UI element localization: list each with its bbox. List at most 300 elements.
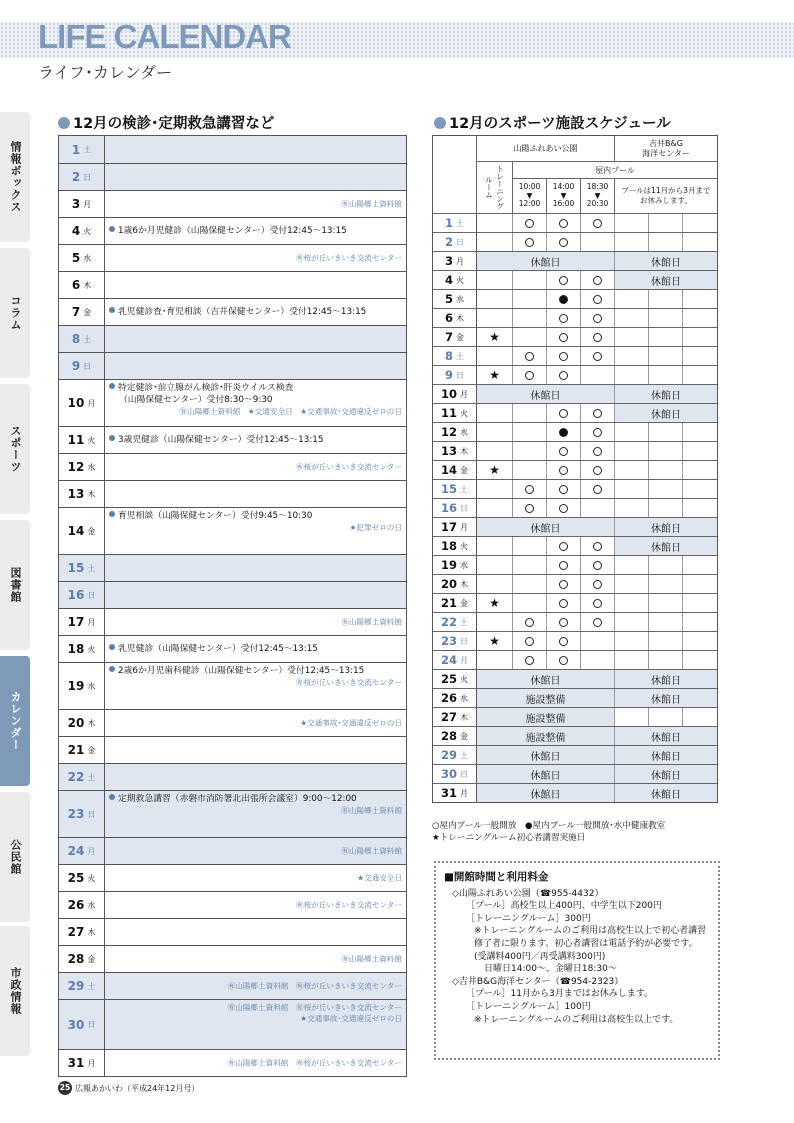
schedule-cell <box>547 290 581 308</box>
day-cell <box>59 353 105 379</box>
checkup-day-row <box>59 864 406 891</box>
open-circle-icon <box>525 618 534 627</box>
schedule-cell <box>513 537 547 555</box>
schedule-cell <box>615 366 649 384</box>
schedule-cell <box>581 613 615 631</box>
schedule-cell <box>649 423 683 441</box>
day-number: 24 <box>440 653 457 667</box>
day-cell <box>59 555 105 581</box>
closed-cell: 休館日 <box>615 689 717 707</box>
closed-cell: 休館日 <box>477 784 615 802</box>
day-cell <box>433 252 477 270</box>
weekday: 月 <box>456 256 464 266</box>
weekday: 土 <box>83 145 92 154</box>
day-events <box>105 737 406 763</box>
checkup-day-row <box>59 352 406 379</box>
schedule-cell <box>615 594 649 612</box>
day-number: 8 <box>444 349 453 363</box>
day-cell <box>433 214 477 232</box>
day-cell <box>433 727 477 745</box>
day-number: 27 <box>440 710 457 724</box>
checkup-day-row <box>59 891 406 918</box>
open-circle-icon <box>593 333 602 342</box>
day-cell <box>59 191 105 217</box>
weekday: 月 <box>87 617 96 627</box>
weekday: 月 <box>460 655 468 665</box>
day-cell <box>59 919 105 945</box>
schedule-cell <box>547 480 581 498</box>
checkup-event <box>109 225 402 237</box>
schedule-cell <box>615 651 649 669</box>
schedule-cell <box>547 233 581 251</box>
day-number: 6 <box>71 278 81 292</box>
day-cell <box>433 271 477 289</box>
day-number: 12 <box>67 460 85 474</box>
day-number: 21 <box>440 596 457 610</box>
weekday: 金 <box>87 954 96 964</box>
day-number: 2 <box>71 170 81 184</box>
open-circle-icon <box>525 238 534 247</box>
checkup-day-row <box>59 453 406 480</box>
legend-line-1: ○屋内プール一般開放 ●屋内プール一般開放･水中健康教室 <box>432 821 666 831</box>
facility-day-row <box>433 498 717 517</box>
schedule-cell <box>683 442 717 460</box>
checkup-day-row <box>59 837 406 864</box>
day-note: ㊒山陽郷土資料館 <box>341 617 402 627</box>
open-circle-icon <box>593 466 602 475</box>
closed-cell: 休館日 <box>615 404 717 422</box>
schedule-cell <box>547 347 581 365</box>
weekday: 水 <box>87 462 96 472</box>
day-events <box>105 791 406 837</box>
weekday: 日 <box>87 1020 96 1029</box>
day-number: 23 <box>440 634 457 648</box>
weekday: 金 <box>87 526 96 536</box>
schedule-cell <box>547 366 581 384</box>
day-number: 23 <box>67 807 85 821</box>
open-circle-icon <box>559 618 568 627</box>
side-tab-3[interactable] <box>0 384 30 514</box>
side-tab-4[interactable] <box>0 520 30 650</box>
closed-cell: 休館日 <box>615 271 717 289</box>
open-circle-icon <box>559 409 568 418</box>
open-circle-icon <box>593 561 602 570</box>
day-events <box>105 892 406 918</box>
weekday: 金 <box>87 745 96 755</box>
schedule-cell <box>615 499 649 517</box>
weekday: 火 <box>460 674 468 684</box>
day-note: ★犯罪ゼロの日 <box>349 523 402 532</box>
schedule-cell <box>581 328 615 346</box>
weekday: 火 <box>87 644 96 654</box>
info-line: ◇山陽ふれあい公園（☎955-4432） <box>452 888 604 899</box>
page-footer <box>58 1081 199 1095</box>
schedule-cell <box>513 366 547 384</box>
facility-day-row <box>433 270 717 289</box>
day-cell <box>59 481 105 507</box>
weekday: 土 <box>460 484 468 494</box>
day-events <box>105 299 406 325</box>
closed-cell: 施設整備 <box>477 708 615 726</box>
checkup-day-row <box>59 945 406 972</box>
checkup-calendar-table <box>58 135 407 1077</box>
side-tab-label: 公民館 <box>9 839 22 875</box>
schedule-cell <box>477 556 513 574</box>
schedule-cell <box>581 480 615 498</box>
schedule-cell <box>615 347 649 365</box>
weekday: 木 <box>456 313 464 323</box>
day-number: 10 <box>67 396 85 410</box>
schedule-cell <box>649 594 683 612</box>
schedule-cell <box>513 271 547 289</box>
weekday: 火 <box>83 226 92 236</box>
facility-day-row <box>433 327 717 346</box>
day-number: 29 <box>440 748 457 762</box>
checkup-day-row <box>59 790 406 837</box>
open-circle-icon <box>559 561 568 570</box>
weekday: 金 <box>83 307 92 317</box>
sports-facility-table <box>432 135 718 803</box>
day-note: ㊒山陽郷土資料館 ㊒桜が丘いきいき交流センター <box>227 981 402 991</box>
schedule-cell <box>581 442 615 460</box>
schedule-cell <box>581 499 615 517</box>
schedule-cell <box>683 708 717 726</box>
day-cell <box>433 499 477 517</box>
checkup-day-row <box>59 325 406 352</box>
schedule-cell <box>649 309 683 327</box>
open-circle-icon <box>593 295 602 304</box>
header-blank-cell <box>433 136 477 213</box>
day-events <box>105 865 406 891</box>
weekday: 水 <box>460 560 468 570</box>
day-events <box>105 555 406 581</box>
day-number: 4 <box>444 273 453 287</box>
weekday: 月 <box>460 389 468 399</box>
schedule-cell <box>683 594 717 612</box>
day-note: ★交通安全日 <box>357 873 402 883</box>
header-pool-note: プールは11月から3月までお休みします。 <box>621 186 711 205</box>
day-cell <box>433 651 477 669</box>
facility-table-header <box>433 136 717 213</box>
weekday: 木 <box>87 489 96 499</box>
weekday: 月 <box>83 199 92 209</box>
schedule-cell <box>547 309 581 327</box>
schedule-cell <box>615 442 649 460</box>
closed-cell: 休館日 <box>615 518 717 536</box>
open-circle-icon <box>593 618 602 627</box>
day-note: ㊒桜が丘いきいき交流センター <box>295 678 402 687</box>
schedule-cell <box>513 613 547 631</box>
day-cell <box>59 1050 105 1076</box>
facility-day-row <box>433 365 717 384</box>
side-tab-1[interactable] <box>0 112 30 242</box>
closed-cell: 休館日 <box>615 670 717 688</box>
weekday: 日 <box>456 370 464 380</box>
day-events <box>105 919 406 945</box>
schedule-cell <box>513 594 547 612</box>
day-number: 5 <box>444 292 453 306</box>
schedule-cell <box>615 328 649 346</box>
publication-name: 広報あかいわ（平成24年12月号） <box>75 1083 200 1093</box>
schedule-cell <box>581 556 615 574</box>
side-tab-2[interactable] <box>0 248 30 378</box>
facility-day-row <box>433 422 717 441</box>
schedule-cell <box>581 366 615 384</box>
day-number: 13 <box>67 487 85 501</box>
schedule-cell <box>477 290 513 308</box>
header-training: トレーニングルーム <box>477 162 513 213</box>
day-events <box>105 1050 406 1076</box>
schedule-cell <box>513 651 547 669</box>
day-note: ㊒山陽郷土資料館 <box>341 954 402 964</box>
open-circle-icon <box>593 428 602 437</box>
day-note: ㊒山陽郷土資料館 <box>341 199 402 209</box>
star-icon: ★ <box>489 368 500 382</box>
day-number: 30 <box>67 1017 85 1032</box>
day-cell <box>433 290 477 308</box>
checkup-event <box>109 382 402 394</box>
day-events <box>105 245 406 271</box>
checkup-day-row <box>59 163 406 190</box>
schedule-cell <box>547 594 581 612</box>
day-cell <box>59 272 105 298</box>
day-events <box>105 481 406 507</box>
checkup-event <box>109 306 402 318</box>
info-line: 日曜日14:00～、金曜日18:30～ <box>484 964 617 975</box>
weekday: 土 <box>87 981 96 991</box>
day-cell <box>433 404 477 422</box>
day-number: 5 <box>71 251 81 265</box>
facility-day-row <box>433 688 717 707</box>
schedule-cell <box>581 404 615 422</box>
facility-day-row <box>433 669 717 688</box>
open-circle-icon <box>593 542 602 551</box>
closed-cell: 施設整備 <box>477 689 615 707</box>
weekday: 水 <box>87 681 96 691</box>
facility-day-row <box>433 517 717 536</box>
day-number: 4 <box>71 224 81 238</box>
day-cell <box>433 613 477 631</box>
schedule-cell <box>649 214 683 232</box>
day-cell <box>59 636 105 662</box>
day-number: 10 <box>440 387 457 401</box>
facility-day-row <box>433 707 717 726</box>
schedule-cell <box>649 328 683 346</box>
open-circle-icon <box>593 352 602 361</box>
day-number: 15 <box>67 561 85 575</box>
weekday: 木 <box>87 927 96 937</box>
day-number: 11 <box>67 433 85 447</box>
day-cell <box>59 973 105 999</box>
schedule-cell <box>513 556 547 574</box>
day-number: 7 <box>71 305 81 319</box>
schedule-cell <box>513 347 547 365</box>
side-tab-5[interactable] <box>0 656 30 786</box>
right-section-title: 12月のスポーツ施設スケジュール <box>434 112 671 133</box>
schedule-cell <box>649 366 683 384</box>
day-note: ㊒山陽郷土資料館 <box>341 806 402 815</box>
day-cell <box>433 423 477 441</box>
day-events <box>105 454 406 480</box>
day-number: 17 <box>440 520 457 534</box>
schedule-cell <box>547 423 581 441</box>
schedule-cell <box>547 404 581 422</box>
day-number: 21 <box>67 743 85 757</box>
weekday: 土 <box>456 351 464 361</box>
day-cell <box>59 508 105 554</box>
filled-circle-icon <box>559 295 568 304</box>
checkup-day-row <box>59 244 406 271</box>
day-note: ㊒山陽郷土資料館 ★交通安全日 ★交通事故･交通違反ゼロの日 <box>179 407 402 416</box>
day-events <box>105 427 406 453</box>
open-circle-icon <box>559 447 568 456</box>
schedule-cell <box>547 461 581 479</box>
page-subtitle: ライフ･カレンダー <box>38 63 173 82</box>
schedule-cell <box>547 613 581 631</box>
schedule-cell <box>477 233 513 251</box>
facility-legend <box>432 820 665 844</box>
schedule-cell <box>683 366 717 384</box>
closed-cell: 施設整備 <box>477 727 615 745</box>
day-events <box>105 582 406 608</box>
weekday: 火 <box>460 408 468 418</box>
facility-day-row <box>433 574 717 593</box>
page-number: 25 <box>58 1081 72 1095</box>
schedule-cell <box>581 290 615 308</box>
side-tab-label: 情報ボックス <box>9 141 22 213</box>
schedule-cell <box>547 632 581 650</box>
day-events <box>105 164 406 190</box>
open-circle-icon <box>559 485 568 494</box>
weekday: 日 <box>460 503 468 513</box>
schedule-cell <box>513 423 547 441</box>
header-facility2: 吉井B&G 海洋センター <box>615 136 717 162</box>
day-cell <box>433 347 477 365</box>
schedule-cell <box>615 233 649 251</box>
weekday: 水 <box>456 294 464 304</box>
header-slot-2: 14:00 ▼ 16:00 <box>547 179 581 213</box>
day-note: ㊒山陽郷土資料館 ㊒桜が丘いきいき交流センター <box>227 1003 402 1012</box>
weekday: 日 <box>87 590 96 600</box>
schedule-cell <box>649 632 683 650</box>
day-cell <box>59 299 105 325</box>
open-circle-icon <box>593 447 602 456</box>
closed-cell: 休館日 <box>477 765 615 783</box>
day-cell <box>59 764 105 790</box>
weekday: 月 <box>87 1058 96 1068</box>
schedule-cell <box>581 423 615 441</box>
closed-cell: 休館日 <box>615 385 717 403</box>
day-number: 14 <box>440 463 457 477</box>
day-cell <box>59 892 105 918</box>
info-line: ※トレーニングルームのご利用は高校生以上です。 <box>474 1014 679 1025</box>
day-note: ㊒桜が丘いきいき交流センター <box>295 253 402 263</box>
facility-day-row <box>433 726 717 745</box>
day-note: ㊒山陽郷土資料館 <box>341 846 402 856</box>
side-tab-label: カレンダー <box>9 691 22 751</box>
facility-day-row <box>433 555 717 574</box>
weekday: 木 <box>83 280 92 290</box>
day-number: 9 <box>444 368 453 382</box>
schedule-cell <box>683 632 717 650</box>
day-cell <box>433 461 477 479</box>
schedule-cell <box>547 499 581 517</box>
schedule-cell <box>615 632 649 650</box>
day-number: 14 <box>67 524 85 538</box>
schedule-cell <box>547 537 581 555</box>
day-cell <box>59 663 105 709</box>
day-events <box>105 663 406 709</box>
side-tab-7[interactable] <box>0 926 30 1056</box>
closed-cell: 休館日 <box>477 518 615 536</box>
schedule-cell <box>615 461 649 479</box>
bullet-icon <box>109 383 115 389</box>
schedule-cell <box>581 575 615 593</box>
day-cell <box>59 710 105 736</box>
schedule-cell <box>683 556 717 574</box>
schedule-cell <box>649 708 683 726</box>
schedule-cell <box>649 651 683 669</box>
info-line: ［トレーニングルーム］100円 <box>466 1001 591 1012</box>
day-cell <box>59 582 105 608</box>
schedule-cell <box>683 233 717 251</box>
facility-day-row <box>433 441 717 460</box>
schedule-cell <box>683 347 717 365</box>
schedule-cell <box>683 575 717 593</box>
bullet-icon <box>109 794 115 800</box>
schedule-cell <box>581 309 615 327</box>
day-events <box>105 973 406 999</box>
weekday: 日 <box>456 237 464 247</box>
left-section-title: 12月の検診･定期救急講習など <box>58 112 274 133</box>
weekday: 土 <box>87 563 96 573</box>
checkup-day-row <box>59 972 406 999</box>
open-circle-icon <box>593 219 602 228</box>
closed-cell: 休館日 <box>477 746 615 764</box>
day-number: 9 <box>71 359 81 373</box>
open-circle-icon <box>525 352 534 361</box>
schedule-cell <box>649 556 683 574</box>
day-events <box>105 636 406 662</box>
schedule-cell <box>649 233 683 251</box>
day-note: ㊒桜が丘いきいき交流センター <box>295 900 402 910</box>
weekday: 木 <box>460 579 468 589</box>
checkup-day-row <box>59 554 406 581</box>
schedule-cell <box>683 423 717 441</box>
header-pool: 屋内プール <box>513 162 717 179</box>
schedule-cell <box>477 537 513 555</box>
facility-day-row <box>433 764 717 783</box>
schedule-cell <box>581 214 615 232</box>
schedule-cell <box>513 404 547 422</box>
open-circle-icon <box>525 504 534 513</box>
checkup-day-row <box>59 480 406 507</box>
checkup-event <box>109 643 402 655</box>
schedule-cell <box>477 480 513 498</box>
side-tab-6[interactable] <box>0 792 30 922</box>
weekday: 日 <box>460 636 468 646</box>
closed-cell: 休館日 <box>477 252 615 270</box>
day-number: 19 <box>67 679 85 693</box>
day-number: 18 <box>67 642 85 656</box>
schedule-cell <box>615 480 649 498</box>
schedule-cell <box>513 442 547 460</box>
day-cell <box>59 164 105 190</box>
schedule-cell <box>513 480 547 498</box>
schedule-cell <box>477 328 513 346</box>
checkup-event <box>109 793 402 805</box>
bullet-icon <box>109 644 115 650</box>
